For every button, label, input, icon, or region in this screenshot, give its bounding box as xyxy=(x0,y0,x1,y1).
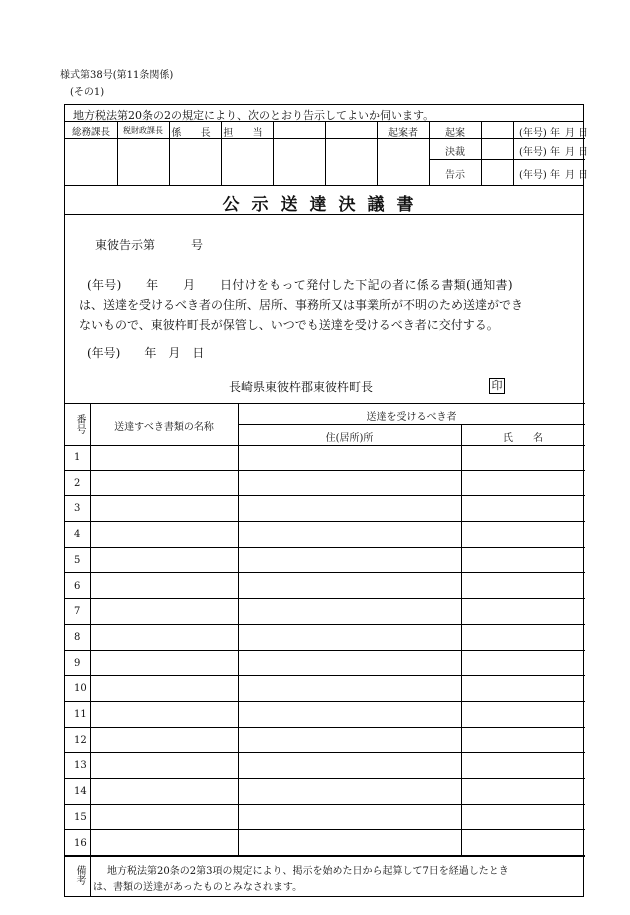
col-header-number: 番号 xyxy=(74,414,85,434)
table-row xyxy=(65,471,585,497)
paragraph-line-2: は、送達を受けるべき者の住所、居所、事務所又は事業所が不明のため送達ができ xyxy=(79,298,524,312)
approver-staff: 担 当 xyxy=(223,128,271,139)
date-y-notice: 年 xyxy=(550,170,560,181)
col-header-name: 氏 名 xyxy=(503,433,543,444)
row-number: 15 xyxy=(74,811,87,823)
table-row xyxy=(65,496,585,522)
date-m-approve: 月 xyxy=(565,147,575,158)
paragraph-line-3: ないもので、東彼杵町長が保管し、いつでも送達を受けるべき者に交付する。 xyxy=(79,318,499,332)
date-y-draft: 年 xyxy=(550,128,560,139)
issuer: 長崎県東彼杵郡東彼杵町長 xyxy=(229,380,374,394)
seal-stamp: 印 xyxy=(489,378,505,394)
approval-block xyxy=(65,122,588,186)
recipients-table xyxy=(65,403,585,856)
drafter-label: 起案者 xyxy=(388,128,418,139)
remarks-line-2: は、書類の送達があったものとみなされます。 xyxy=(93,882,303,893)
table-row xyxy=(65,599,585,625)
row-number: 5 xyxy=(74,554,81,566)
date-d-notice: 日 xyxy=(578,170,588,181)
remarks-line-1: 地方税法第20条の2第3項の規定により、掲示を始めた日から起算して7日を経過したとき xyxy=(107,866,509,877)
row-number: 1 xyxy=(74,452,81,463)
approver-general-affairs: 総務課長 xyxy=(71,127,110,138)
date-year-draft: (年号) xyxy=(519,128,547,139)
date-year-notice: (年号) xyxy=(519,170,547,181)
remarks-label: 備考 xyxy=(74,865,85,885)
table-row xyxy=(65,805,585,831)
row-number: 10 xyxy=(74,683,87,695)
row-number: 14 xyxy=(74,786,87,798)
decision-form xyxy=(64,104,588,897)
instruction-row xyxy=(65,105,583,122)
row-number: 9 xyxy=(74,657,81,669)
date-line: (年号) 年 月 日 xyxy=(87,346,205,360)
col-header-address: 住(居所)所 xyxy=(325,433,374,444)
table-row xyxy=(65,445,585,471)
title-row xyxy=(65,186,583,215)
col-header-recipient: 送達を受けるべき者 xyxy=(366,412,457,423)
date-y-approve: 年 xyxy=(550,147,560,158)
date-d-draft: 日 xyxy=(578,128,588,139)
form-number: 様式第38号(第11条関係) xyxy=(60,70,174,81)
date-d-approve: 日 xyxy=(578,147,588,158)
form-subnumber: (その1) xyxy=(70,87,105,98)
table-row xyxy=(65,728,585,754)
approver-tax-finance: 税財政課長 xyxy=(123,126,163,135)
row-number: 12 xyxy=(74,734,87,746)
row-number: 4 xyxy=(74,529,81,541)
instruction-text: 地方税法第20条の2の規定により、次のとおり告示してよいか伺います。 xyxy=(73,109,435,122)
table-row xyxy=(65,548,585,574)
row-number: 13 xyxy=(74,760,87,772)
date-label-approve: 決裁 xyxy=(445,147,465,158)
row-number: 2 xyxy=(74,477,81,489)
table-row xyxy=(65,651,585,677)
paragraph-line-1: (年号) 年 月 日付けをもって発付した下記の者に係る書類(通知書) xyxy=(87,278,513,292)
table-row xyxy=(65,702,585,728)
remarks-row xyxy=(65,856,585,896)
col-header-doc: 送達すべき書類の名称 xyxy=(114,422,214,433)
notice-number: 東彼告示第 号 xyxy=(95,238,204,252)
table-row xyxy=(65,831,585,857)
row-number: 8 xyxy=(74,631,81,643)
date-label-draft: 起案 xyxy=(445,128,465,139)
row-number: 6 xyxy=(74,580,81,592)
date-label-notice: 告示 xyxy=(445,170,465,181)
table-row xyxy=(65,574,585,600)
table-row xyxy=(65,676,585,702)
table-row xyxy=(65,753,585,779)
row-number: 16 xyxy=(74,837,87,849)
page-title: 公示送達決議書 xyxy=(222,195,426,215)
date-year-approve: (年号) xyxy=(519,147,547,158)
date-m-draft: 月 xyxy=(565,128,575,139)
approver-chief: 係 長 xyxy=(171,128,219,139)
table-row xyxy=(65,779,585,805)
row-number: 3 xyxy=(74,503,81,515)
table-row xyxy=(65,625,585,651)
table-row xyxy=(65,522,585,548)
row-number: 11 xyxy=(74,709,87,720)
row-number: 7 xyxy=(74,606,81,618)
date-m-notice: 月 xyxy=(565,170,575,181)
